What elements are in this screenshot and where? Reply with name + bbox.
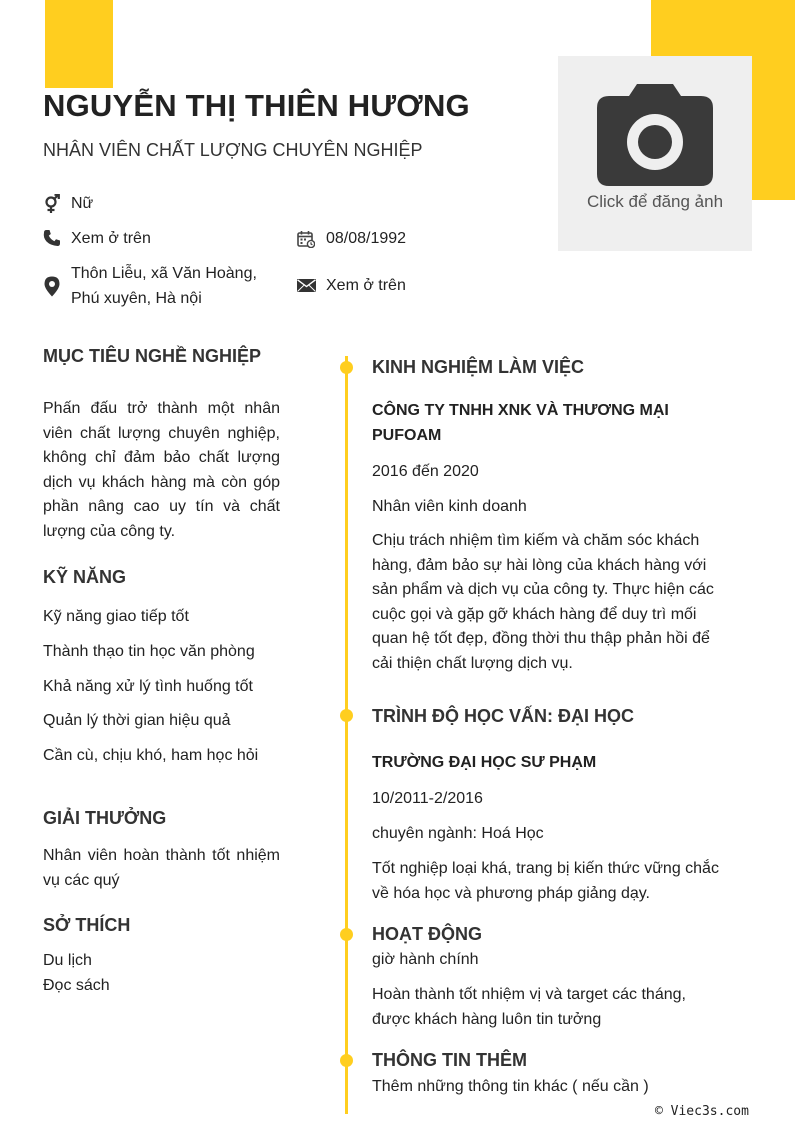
email-row [297, 273, 497, 298]
gender-row [43, 191, 283, 216]
phone-row [43, 226, 283, 251]
timeline-dot [340, 709, 353, 722]
timeline-line [345, 356, 348, 1114]
activities-subtitle: giờ hành chính [372, 951, 479, 968]
decor-yellow-block-left [45, 0, 113, 88]
envelope-icon [297, 279, 316, 292]
skill-item: Cần cù, chịu khó, ham học hỏi [43, 747, 259, 764]
hobbies-heading: SỞ THÍCH [43, 915, 131, 935]
activities-description: Hoàn thành tốt nhiệm vị và target các tháng, được khách hàng luôn tin tưởng [372, 986, 686, 1028]
activities-heading: HOẠT ĐỘNG [372, 924, 482, 944]
candidate-name: NGUYỄN THỊ THIÊN HƯƠNG [43, 88, 470, 123]
copyright-footer: © Viec3s.com [655, 1104, 749, 1119]
birthday-value: 08/08/1992 [326, 230, 407, 247]
skills-heading: KỸ NĂNG [43, 567, 127, 587]
hobby-item: Đọc sách [43, 977, 110, 994]
gender-value: Nữ [71, 195, 94, 212]
skill-item: Kỹ năng giao tiếp tốt [43, 608, 189, 625]
email-value: Xem ở trên [326, 277, 406, 294]
camera-icon [597, 84, 713, 186]
awards-heading: GIẢI THƯỞNG [43, 808, 167, 828]
experience-position: Nhân viên kinh doanh [372, 498, 527, 515]
timeline-dot [340, 361, 353, 374]
location-pin-icon [44, 276, 60, 297]
calendar-icon [297, 230, 315, 248]
address-line-2: Phú xuyên, Hà nội [71, 290, 202, 307]
additional-text: Thêm những thông tin khác ( nếu cần ) [372, 1078, 649, 1095]
address-row [43, 261, 283, 311]
awards-text: Nhân viên hoàn thành tốt nhiệm vụ các quý [43, 847, 280, 889]
education-description: Tốt nghiệp loại khá, trang bị kiến thức vững chắc về hóa học và phương pháp giảng dạy. [372, 860, 719, 902]
job-title: NHÂN VIÊN CHẤT LƯỢNG CHUYÊN NGHIỆP [43, 140, 423, 160]
gender-icon [43, 194, 61, 214]
phone-value: Xem ở trên [71, 230, 151, 247]
experience-description: Chịu trách nhiệm tìm kiếm và chăm sóc khách hàng, đảm bảo sự hài lòng của khách hàng với sản phẩm và dịch vụ của công ty. Thực hiện các cuộc gọi và gặp gỡ khách hàng để duy trì mối quan hệ tốt đẹp, đồng thời thu thập phản hồi để cải thiện chất lượng dịch vụ. [372, 532, 714, 672]
birthday-row [297, 226, 497, 251]
skill-item: Khả năng xử lý tình huống tốt [43, 678, 253, 695]
education-period: 10/2011-2/2016 [372, 790, 483, 807]
experience-heading: KINH NGHIỆM LÀM VIỆC [372, 357, 585, 377]
experience-period: 2016 đến 2020 [372, 463, 479, 480]
photo-upload-area[interactable] [558, 56, 752, 251]
timeline-dot [340, 928, 353, 941]
education-school: TRƯỜNG ĐẠI HỌC SƯ PHẠM [372, 754, 597, 771]
objective-text: Phấn đấu trở thành một nhân viên chất lượng chuyên nghiệp, không chỉ đảm bảo chất lượng dịch vụ khách hàng mà còn góp phần nâng cao uy tín và chất lượng của công ty. [43, 400, 280, 540]
additional-heading: THÔNG TIN THÊM [372, 1050, 527, 1070]
skill-item: Quản lý thời gian hiệu quả [43, 712, 231, 729]
objective-heading: MỤC TIÊU NGHỀ NGHIỆP [43, 346, 262, 366]
skill-item: Thành thạo tin học văn phòng [43, 643, 255, 660]
address-line-1: Thôn Liễu, xã Văn Hoàng, [71, 265, 257, 282]
timeline-dot [340, 1054, 353, 1067]
education-major: chuyên ngành: Hoá Học [372, 825, 544, 842]
education-heading: TRÌNH ĐỘ HỌC VẤN: ĐẠI HỌC [372, 706, 634, 726]
phone-icon [43, 229, 61, 247]
experience-company: CÔNG TY TNHH XNK VÀ THƯƠNG MẠI PUFOAM [372, 402, 669, 444]
hobby-item: Du lịch [43, 952, 92, 969]
photo-caption: Click để đăng ảnh [586, 192, 724, 211]
